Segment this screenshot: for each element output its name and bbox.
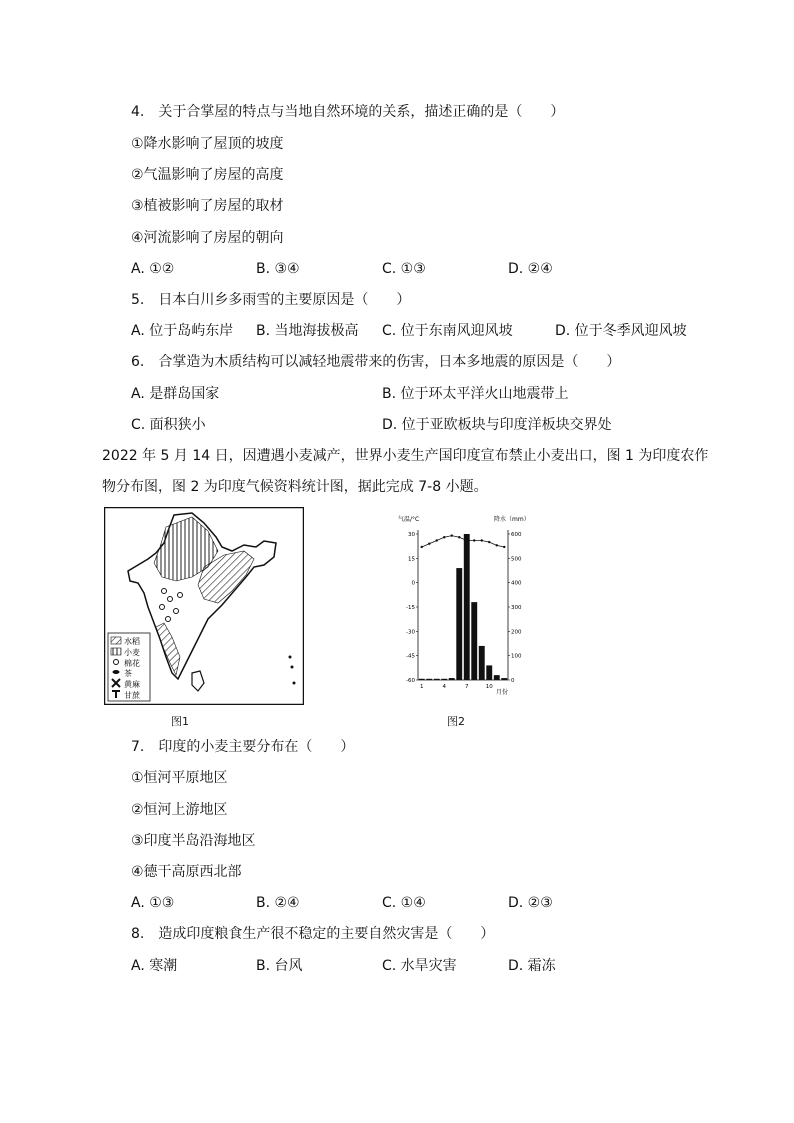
right-tick-label: 0 (511, 678, 515, 684)
q4-item-4: ④河流影响了房屋的朝向 (131, 230, 284, 246)
q5-stem: 5. 日本白川乡多雨雪的主要原因是（ ） (131, 292, 411, 308)
q8-option-b: B. 台风 (256, 958, 303, 974)
temperature-point (436, 539, 438, 541)
q7-stem: 7. 印度的小麦主要分布在（ ） (131, 739, 355, 755)
right-tick-label: 200 (511, 629, 522, 636)
legend-rice-label: 水稻 (124, 637, 140, 646)
climate-chart (396, 512, 528, 700)
q8-stem: 8. 造成印度粮食生产很不稳定的主要自然灾害是（ ） (131, 926, 495, 942)
figure2-chart (396, 512, 528, 700)
q4-option-d: D. ②④ (508, 261, 553, 277)
right-tick-label: 500 (511, 556, 522, 563)
right-axis-label: 降水（mm） (494, 516, 528, 523)
precipitation-bar (464, 534, 470, 680)
precipitation-bar (479, 646, 485, 680)
temperature-line (422, 536, 505, 547)
right-tick-label: 400 (511, 580, 522, 587)
legend-cotton-icon (114, 660, 119, 665)
q6-stem: 6. 合掌造为木质结构可以减轻地震带来的伤害，日本多地震的原因是（ ） (131, 354, 621, 370)
figure1-map (104, 507, 304, 705)
intro-line-2: 物分布图，图 2 为印度气候资料统计图，据此完成 7-8 小题。 (102, 479, 488, 495)
left-axis-label: 气温/°C (398, 516, 420, 523)
left-tick-label: 0 (411, 580, 415, 587)
temperature-point (458, 536, 460, 538)
figure2-caption: 图2 (447, 715, 465, 728)
left-tick-label: 15 (408, 556, 415, 563)
india-crop-map (104, 507, 304, 705)
q4-option-a: A. ①② (131, 261, 175, 277)
legend-sugarcane-label: 甘蔗 (124, 691, 140, 700)
q8-option-d: D. 霜冻 (508, 958, 556, 974)
temperature-point (481, 539, 483, 541)
x-axis-label: 月份 (496, 689, 509, 696)
temperature-point (428, 543, 430, 545)
precipitation-bar (486, 665, 492, 680)
right-tick-label: 100 (511, 653, 522, 660)
legend-cotton-label: 棉花 (124, 659, 140, 668)
q8-option-a: A. 寒潮 (131, 958, 178, 974)
temperature-point (488, 541, 490, 543)
temperature-point (466, 539, 468, 541)
q4-item-2: ②气温影响了房屋的高度 (131, 167, 284, 183)
q6-option-b: B. 位于环太平洋火山地震带上 (382, 386, 569, 402)
left-tick-label: -30 (406, 629, 415, 636)
q5-option-a: A. 位于岛屿东岸 (131, 323, 234, 339)
q7-option-d: D. ②③ (508, 895, 553, 911)
q4-stem: 4. 关于合掌屋的特点与当地自然环境的关系，描述正确的是（ ） (131, 104, 565, 120)
x-tick-label: 1 (420, 684, 424, 690)
left-tick-label: 30 (408, 532, 415, 538)
right-tick-label: 600 (511, 532, 522, 538)
legend-rice-swatch (111, 637, 121, 644)
temperature-point (451, 534, 453, 536)
legend-jute-label: 黄麻 (124, 680, 140, 689)
temperature-point (443, 536, 445, 538)
precipitation-bar (494, 675, 500, 680)
q4-option-b: B. ③④ (256, 261, 300, 277)
q6-option-d: D. 位于亚欧板块与印度洋板块交界处 (382, 417, 612, 433)
left-tick-label: -45 (406, 653, 415, 660)
precipitation-bar (434, 679, 440, 680)
left-tick-label: -15 (406, 605, 415, 611)
q6-option-c: C. 面积狭小 (131, 417, 206, 433)
legend-wheat-label: 小麦 (124, 648, 140, 657)
x-tick-label: 4 (442, 684, 446, 690)
q7-option-b: B. ②④ (256, 895, 300, 911)
q7-item-1: ①恒河平原地区 (131, 770, 228, 786)
legend-wheat-swatch (111, 648, 121, 655)
precipitation-bar (426, 679, 432, 680)
q7-item-2: ②恒河上游地区 (131, 802, 228, 818)
legend-tea-icon (113, 670, 120, 674)
q4-item-3: ③植被影响了房屋的取材 (131, 198, 284, 214)
q7-option-c: C. ①④ (382, 895, 426, 911)
precipitation-bar (456, 568, 462, 680)
q5-option-d: D. 位于冬季风迎风坡 (555, 323, 687, 339)
temperature-point (496, 544, 498, 546)
precipitation-bar (471, 602, 477, 680)
q6-option-a: A. 是群岛国家 (131, 386, 220, 402)
x-tick-label: 7 (465, 684, 469, 690)
right-tick-label: 300 (511, 605, 522, 611)
q5-option-c: C. 位于东南风迎风坡 (382, 323, 513, 339)
q7-item-3: ③印度半岛沿海地区 (131, 833, 256, 849)
precipitation-bar (449, 678, 455, 680)
q4-option-c: C. ①③ (382, 261, 426, 277)
temperature-point (473, 539, 475, 541)
precipitation-bar (501, 678, 507, 680)
temperature-point (421, 546, 423, 548)
figure1-caption: 图1 (171, 715, 189, 728)
legend-tea-label: 茶 (124, 669, 132, 678)
q5-option-b: B. 当地海拔极高 (256, 323, 359, 339)
q8-option-c: C. 水旱灾害 (382, 958, 457, 974)
q7-item-4: ④德干高原西北部 (131, 864, 242, 880)
q4-item-1: ①降水影响了屋顶的坡度 (131, 136, 284, 152)
precipitation-bar (441, 679, 447, 680)
intro-line-1: 2022 年 5 月 14 日，因遭遇小麦减产，世界小麦生产国印度宣布禁止小麦出口，图 1 为印度农作 (102, 448, 709, 464)
x-tick-label: 10 (485, 684, 493, 690)
left-tick-label: -60 (406, 678, 415, 684)
precipitation-bar (419, 679, 425, 680)
q7-option-a: A. ①③ (131, 895, 175, 911)
temperature-point (503, 546, 505, 548)
